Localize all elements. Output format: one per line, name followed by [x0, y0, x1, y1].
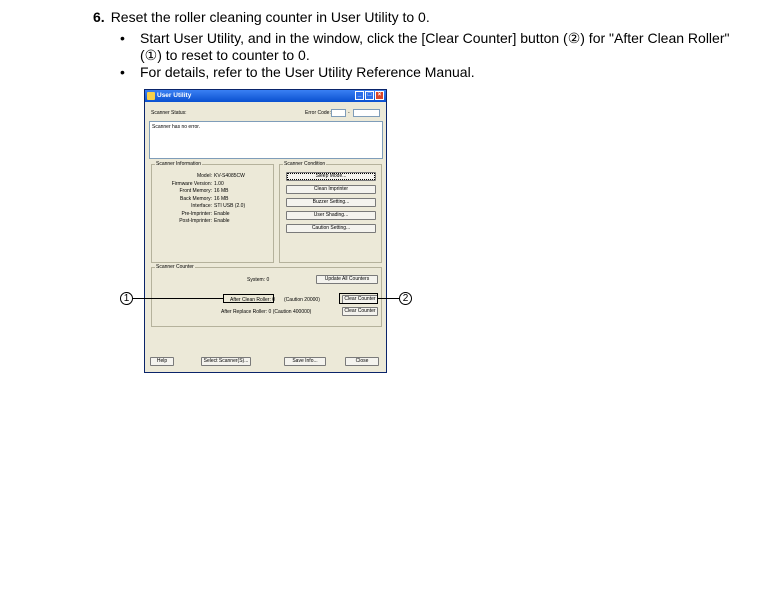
- callout-2-icon: 2: [399, 292, 412, 305]
- after-clean-caution: (Caution 20000): [284, 297, 320, 303]
- select-scanner-button[interactable]: Select Scanner(S)...: [201, 357, 251, 366]
- sleep-mode-button[interactable]: Sleep Mode...: [286, 172, 376, 181]
- bullet-mark: •: [120, 64, 125, 80]
- info-key: Front Memory:: [179, 188, 212, 194]
- info-row: [152, 211, 230, 217]
- info-key: Pre-Imprinter:: [181, 210, 212, 217]
- bullet-reference: [120, 64, 475, 81]
- info-key: Model:: [196, 173, 212, 179]
- info-value: KV-S4085CW: [214, 173, 245, 179]
- callout-1-leader: [133, 298, 223, 299]
- save-info-button[interactable]: Save Info...: [284, 357, 326, 366]
- error-code-field: [331, 109, 346, 117]
- maximize-icon[interactable]: □: [365, 91, 374, 100]
- error-code-separator: -: [348, 110, 350, 116]
- status-message: Scanner has no error.: [152, 124, 201, 130]
- info-row: [152, 218, 230, 224]
- caution-setting-button[interactable]: Caution Setting...: [286, 224, 376, 233]
- close-icon[interactable]: ×: [375, 91, 384, 100]
- scanner-status-label: Scanner Status:: [151, 110, 187, 116]
- after-replace-roller: After Replace Roller: 0 (Caution 400000): [221, 309, 312, 315]
- scanner-counter-title: Scanner Counter: [156, 264, 194, 270]
- info-value: STI USB (2.0): [214, 203, 246, 209]
- window-title: User Utility: [157, 92, 192, 99]
- help-button[interactable]: Help: [150, 357, 174, 366]
- user-shading-button[interactable]: User Shading...: [286, 211, 376, 220]
- info-row: [152, 188, 228, 194]
- clear-counter-clean-button[interactable]: Clear Counter: [342, 295, 378, 304]
- callout-1-icon: 1: [120, 292, 133, 305]
- clear-counter-highlight: [339, 293, 378, 304]
- error-code-label: Error Code:: [305, 110, 331, 116]
- scanner-information-group: [151, 161, 274, 263]
- info-value: 1.00: [214, 180, 224, 187]
- bullet-mark: •: [120, 30, 125, 46]
- app-icon: [147, 92, 155, 100]
- info-key: Post-Imprinter:: [179, 218, 212, 224]
- info-row: [152, 173, 245, 179]
- clear-counter-replace-button[interactable]: Clear Counter: [342, 307, 378, 316]
- bullet-start-utility: [120, 30, 740, 64]
- callout-2-leader: [378, 298, 399, 299]
- clean-imprinter-button[interactable]: Clean Imprinter: [286, 185, 376, 194]
- info-value: Enable: [214, 210, 230, 217]
- minimize-icon[interactable]: _: [355, 91, 364, 100]
- info-key: Firmware Version:: [171, 180, 212, 187]
- close-button[interactable]: Close: [345, 357, 379, 366]
- info-row: [152, 203, 245, 209]
- status-message-box: [149, 121, 383, 159]
- error-code-field-2: [353, 109, 380, 117]
- scanner-information-title: Scanner Information: [156, 161, 202, 167]
- info-value: 16 MB: [214, 195, 229, 202]
- user-utility-window: [144, 89, 387, 373]
- after-clean-roller-highlight: [223, 294, 274, 303]
- buzzer-setting-button[interactable]: Buzzer Setting...: [286, 198, 376, 207]
- bullet-text: For details, refer to the User Utility Reference Manual.: [140, 64, 475, 80]
- info-row: [152, 196, 228, 202]
- window-titlebar[interactable]: [145, 90, 386, 102]
- info-key: Interface:: [191, 203, 212, 209]
- info-value: Enable: [214, 218, 230, 224]
- step-text: Reset the roller cleaning counter in User Utility to 0.: [110, 9, 430, 25]
- info-row: [152, 181, 224, 187]
- update-all-counters-button[interactable]: Update All Counters: [316, 275, 378, 284]
- scanner-condition-title: Scanner Condition: [284, 161, 326, 167]
- after-clean-roller: After Clean Roller: 0: [230, 297, 276, 303]
- scanner-condition-group: [279, 161, 382, 263]
- step-number: 6.: [93, 9, 105, 25]
- info-key: Back Memory:: [180, 195, 212, 202]
- system-counter: System: 0: [247, 277, 270, 283]
- step-6: [93, 9, 430, 25]
- bullet-text: Start User Utility, and in the window, click the [Clear Counter] button (②) for "After Clean Roller" (①) to reset to counter to 0.: [140, 30, 730, 63]
- info-value: 16 MB: [214, 188, 229, 194]
